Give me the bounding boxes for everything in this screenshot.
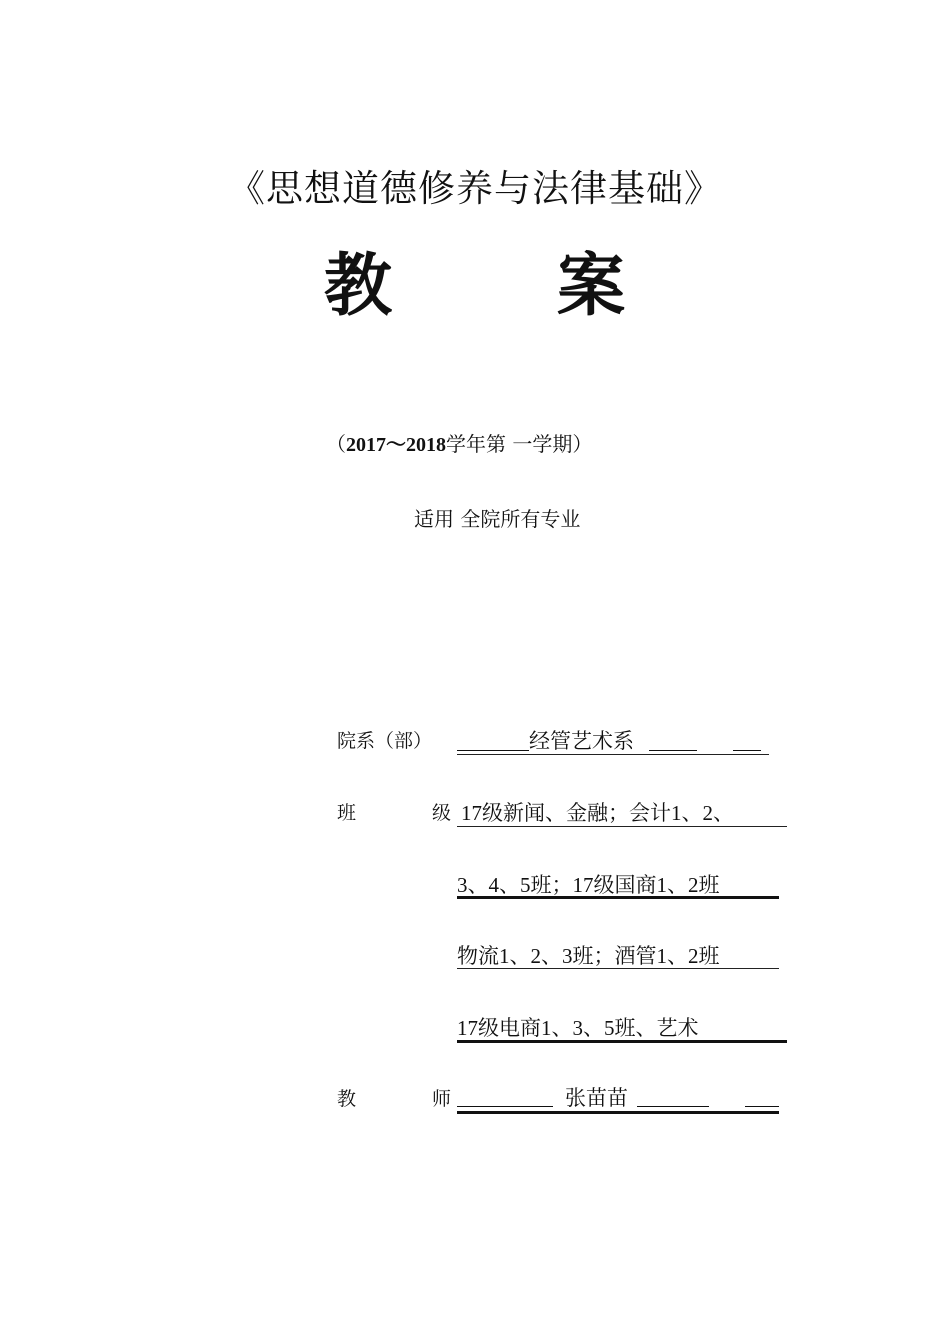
classes-line-1: 17级新闻、金融；会计1、2、 xyxy=(461,801,734,825)
department-blank-left xyxy=(457,750,529,751)
applicable-majors: 适用 全院所有专业 xyxy=(414,507,581,531)
classes-line-4-underline xyxy=(457,1040,787,1043)
teacher-label-left: 教 xyxy=(337,1088,357,1110)
classes-line-3-underline xyxy=(457,968,779,969)
department-blank-right xyxy=(649,750,697,751)
department-label: 院系（部） xyxy=(337,730,433,752)
doc-type-char-2: 案 xyxy=(557,246,626,326)
classes-line-2: 3、4、5班；17级国商1、2班 xyxy=(457,873,720,897)
teacher-value: 张苗苗 xyxy=(565,1086,628,1110)
course-title: 《思想道德修养与法律基础》 xyxy=(228,167,722,210)
semester-open-paren: （ xyxy=(326,432,346,456)
semester-text: 学年第 一学期） xyxy=(446,432,593,456)
classes-line-3: 物流1、2、3班；酒管1、2班 xyxy=(457,944,720,968)
department-underline xyxy=(457,754,769,755)
teacher-blank-left xyxy=(457,1106,553,1107)
teacher-blank-right xyxy=(637,1106,709,1107)
department-value: 经管艺术系 xyxy=(529,729,634,753)
teacher-blank-end xyxy=(745,1106,779,1107)
semester-years: 2017～2018 xyxy=(346,434,446,456)
classes-line-1-underline xyxy=(457,826,787,827)
department-blank-end xyxy=(733,750,761,751)
classes-label-right: 级 xyxy=(432,802,452,824)
semester-line xyxy=(326,428,592,457)
teacher-underline xyxy=(457,1111,779,1114)
teacher-label-right: 师 xyxy=(432,1088,452,1110)
classes-label-left: 班 xyxy=(337,802,357,824)
classes-line-2-underline xyxy=(457,896,779,899)
classes-line-4: 17级电商1、3、5班、艺术 xyxy=(457,1016,699,1040)
doc-type-char-1: 教 xyxy=(324,246,393,326)
